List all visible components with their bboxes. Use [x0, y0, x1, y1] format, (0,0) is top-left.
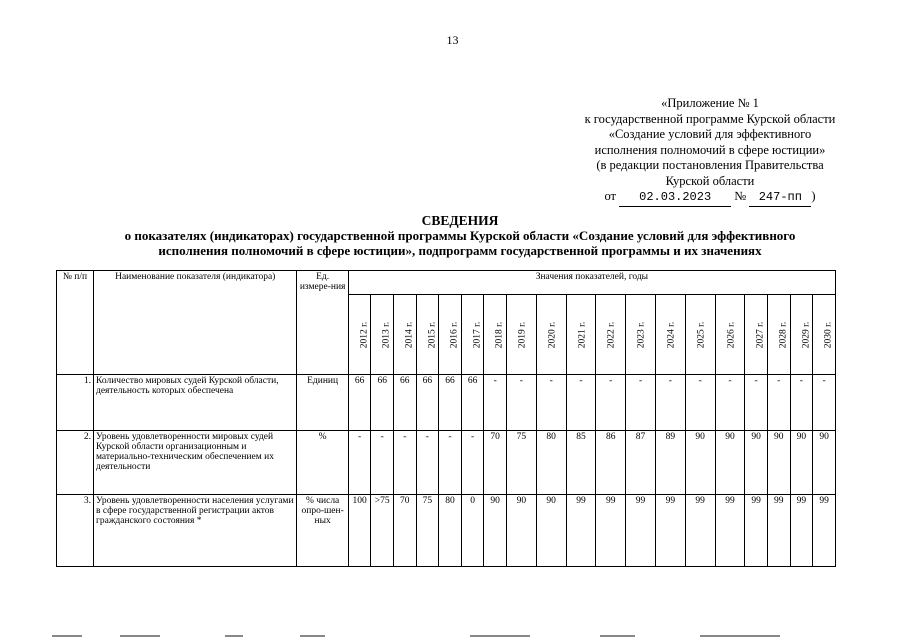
- indicator-value: -: [506, 375, 536, 431]
- indicator-value: -: [655, 375, 685, 431]
- indicator-value: 66: [461, 375, 484, 431]
- title-line-1: о показателях (индикаторах) государственной программы Курской области «Создание условий для эффективного: [124, 228, 796, 243]
- indicator-value: 90: [536, 495, 566, 567]
- year-label: 2019 г.: [517, 321, 528, 348]
- year-header: [685, 295, 715, 375]
- header-indicator-name: Наименование показателя (индикатора): [93, 271, 296, 375]
- indicator-value: 80: [439, 495, 462, 567]
- indicator-value: -: [461, 431, 484, 495]
- indicator-name: Уровень удовлетворенности мировых судей Курской области организационным и материально-техническим обеспечением их деятельности: [93, 431, 296, 495]
- indicator-value: 66: [371, 375, 394, 431]
- indicator-value: -: [715, 375, 745, 431]
- indicator-unit: Единиц: [297, 375, 348, 431]
- appendix-line-4: исполнения полномочий в сфере юстиции»: [594, 142, 826, 157]
- header-number: № п/п: [57, 271, 94, 375]
- indicator-value: 99: [596, 495, 626, 567]
- table-row: [57, 375, 836, 431]
- row-number: 2.: [57, 431, 94, 495]
- indicator-value: -: [439, 431, 462, 495]
- indicator-value: 70: [484, 431, 507, 495]
- indicator-value: 66: [416, 375, 439, 431]
- year-label: 2013 г.: [381, 321, 392, 348]
- indicator-value: -: [790, 375, 813, 431]
- indicator-value: -: [394, 431, 417, 495]
- indicator-value: >75: [371, 495, 394, 567]
- year-label: 2023 г.: [636, 321, 647, 348]
- title-heading: СВЕДЕНИЯ: [421, 213, 499, 228]
- indicator-value: 99: [745, 495, 768, 567]
- indicator-value: 80: [536, 431, 566, 495]
- indicator-rows: [57, 375, 836, 567]
- indicator-value: 99: [767, 495, 790, 567]
- indicator-value: -: [685, 375, 715, 431]
- indicator-unit: % числа опро-шен-ных: [297, 495, 348, 567]
- indicator-value: 89: [655, 431, 685, 495]
- indicator-value: 90: [767, 431, 790, 495]
- closing-paren: ): [811, 189, 816, 203]
- indicator-value: -: [767, 375, 790, 431]
- decree-date: 02.03.2023: [619, 190, 731, 207]
- year-label: 2016 г.: [449, 321, 460, 348]
- year-label: 2017 г.: [472, 321, 483, 348]
- indicator-value: -: [596, 375, 626, 431]
- indicator-value: 90: [685, 431, 715, 495]
- appendix-line-2: к государственной программе Курской области: [584, 111, 836, 126]
- year-header: [790, 295, 813, 375]
- appendix-line-6: Курской области: [665, 173, 755, 188]
- appendix-header: [560, 96, 860, 207]
- indicator-value: -: [416, 431, 439, 495]
- indicator-value: 99: [655, 495, 685, 567]
- indicator-value: -: [484, 375, 507, 431]
- indicator-value: -: [348, 431, 371, 495]
- indicator-value: -: [371, 431, 394, 495]
- appendix-line-1: «Приложение № 1: [661, 96, 759, 110]
- year-label: 2030 г.: [823, 321, 834, 348]
- title-line-2: исполнения полномочий в сфере юстиции», подпрограмм государственной программы и их значениях: [158, 243, 762, 258]
- indicators-table: [56, 270, 836, 567]
- year-label: 2012 г.: [359, 321, 370, 348]
- appendix-date-line: [560, 189, 860, 207]
- year-header: [348, 295, 371, 375]
- year-label: 2022 г.: [606, 321, 617, 348]
- table-row: [57, 495, 836, 567]
- header-values: Значения показателей, годы: [348, 271, 835, 295]
- indicator-value: 90: [813, 431, 836, 495]
- header-unit: Ед. измере-ния: [297, 271, 348, 375]
- indicator-value: 66: [394, 375, 417, 431]
- year-header: [506, 295, 536, 375]
- indicator-value: 99: [715, 495, 745, 567]
- year-header: [439, 295, 462, 375]
- year-label: 2024 г.: [666, 321, 677, 348]
- indicator-value: 75: [416, 495, 439, 567]
- indicator-value: 90: [790, 431, 813, 495]
- document-title: [80, 213, 840, 258]
- indicator-value: 75: [506, 431, 536, 495]
- year-label: 2015 г.: [426, 321, 437, 348]
- indicator-value: -: [626, 375, 656, 431]
- indicator-value: 66: [439, 375, 462, 431]
- indicator-value: 86: [596, 431, 626, 495]
- indicator-value: 0: [461, 495, 484, 567]
- indicator-value: 90: [484, 495, 507, 567]
- year-header: [566, 295, 596, 375]
- indicator-value: -: [745, 375, 768, 431]
- indicator-value: 87: [626, 431, 656, 495]
- indicator-value: 99: [626, 495, 656, 567]
- year-header: [813, 295, 836, 375]
- year-label: 2025 г.: [696, 321, 707, 348]
- decree-number: 247-пп: [749, 190, 811, 207]
- row-number: 1.: [57, 375, 94, 431]
- year-label: 2018 г.: [494, 321, 505, 348]
- page-number: 13: [446, 33, 459, 47]
- year-label: 2028 г.: [778, 321, 789, 348]
- appendix-line-3: «Создание условий для эффективного: [608, 127, 812, 141]
- indicator-value: -: [536, 375, 566, 431]
- indicator-name: Уровень удовлетворенности населения услугами в сфере государственной регистрации актов гражданского состояния *: [93, 495, 296, 567]
- appendix-line-5: (в редакции постановления Правительства: [596, 158, 824, 172]
- indicator-value: 66: [348, 375, 371, 431]
- indicator-value: 90: [715, 431, 745, 495]
- indicator-value: 99: [685, 495, 715, 567]
- year-header: [394, 295, 417, 375]
- year-header: [715, 295, 745, 375]
- year-header: [536, 295, 566, 375]
- year-header: [655, 295, 685, 375]
- year-label: 2021 г.: [576, 321, 587, 348]
- indicator-value: 85: [566, 431, 596, 495]
- year-label: 2020 г.: [547, 321, 558, 348]
- year-header: [596, 295, 626, 375]
- row-number: 3.: [57, 495, 94, 567]
- from-label: от: [604, 189, 617, 203]
- year-header: [767, 295, 790, 375]
- year-header: [745, 295, 768, 375]
- indicator-value: 100: [348, 495, 371, 567]
- year-header: [484, 295, 507, 375]
- year-label: 2014 г.: [404, 321, 415, 348]
- indicator-value: 99: [566, 495, 596, 567]
- indicator-value: 70: [394, 495, 417, 567]
- year-header: [371, 295, 394, 375]
- table-row: [57, 431, 836, 495]
- year-label: 2029 г.: [800, 321, 811, 348]
- indicator-value: -: [813, 375, 836, 431]
- year-header: [626, 295, 656, 375]
- indicator-value: 90: [506, 495, 536, 567]
- indicator-name: Количество мировых судей Курской области, деятельность которых обеспечена: [93, 375, 296, 431]
- indicator-value: 90: [745, 431, 768, 495]
- year-header: [461, 295, 484, 375]
- indicator-value: 99: [790, 495, 813, 567]
- scan-bottom-edge: [0, 632, 905, 640]
- year-label: 2026 г.: [725, 321, 736, 348]
- number-label: №: [734, 189, 747, 203]
- year-label: 2027 г.: [755, 321, 766, 348]
- year-header: [416, 295, 439, 375]
- indicator-value: -: [566, 375, 596, 431]
- indicator-unit: %: [297, 431, 348, 495]
- indicator-value: 99: [813, 495, 836, 567]
